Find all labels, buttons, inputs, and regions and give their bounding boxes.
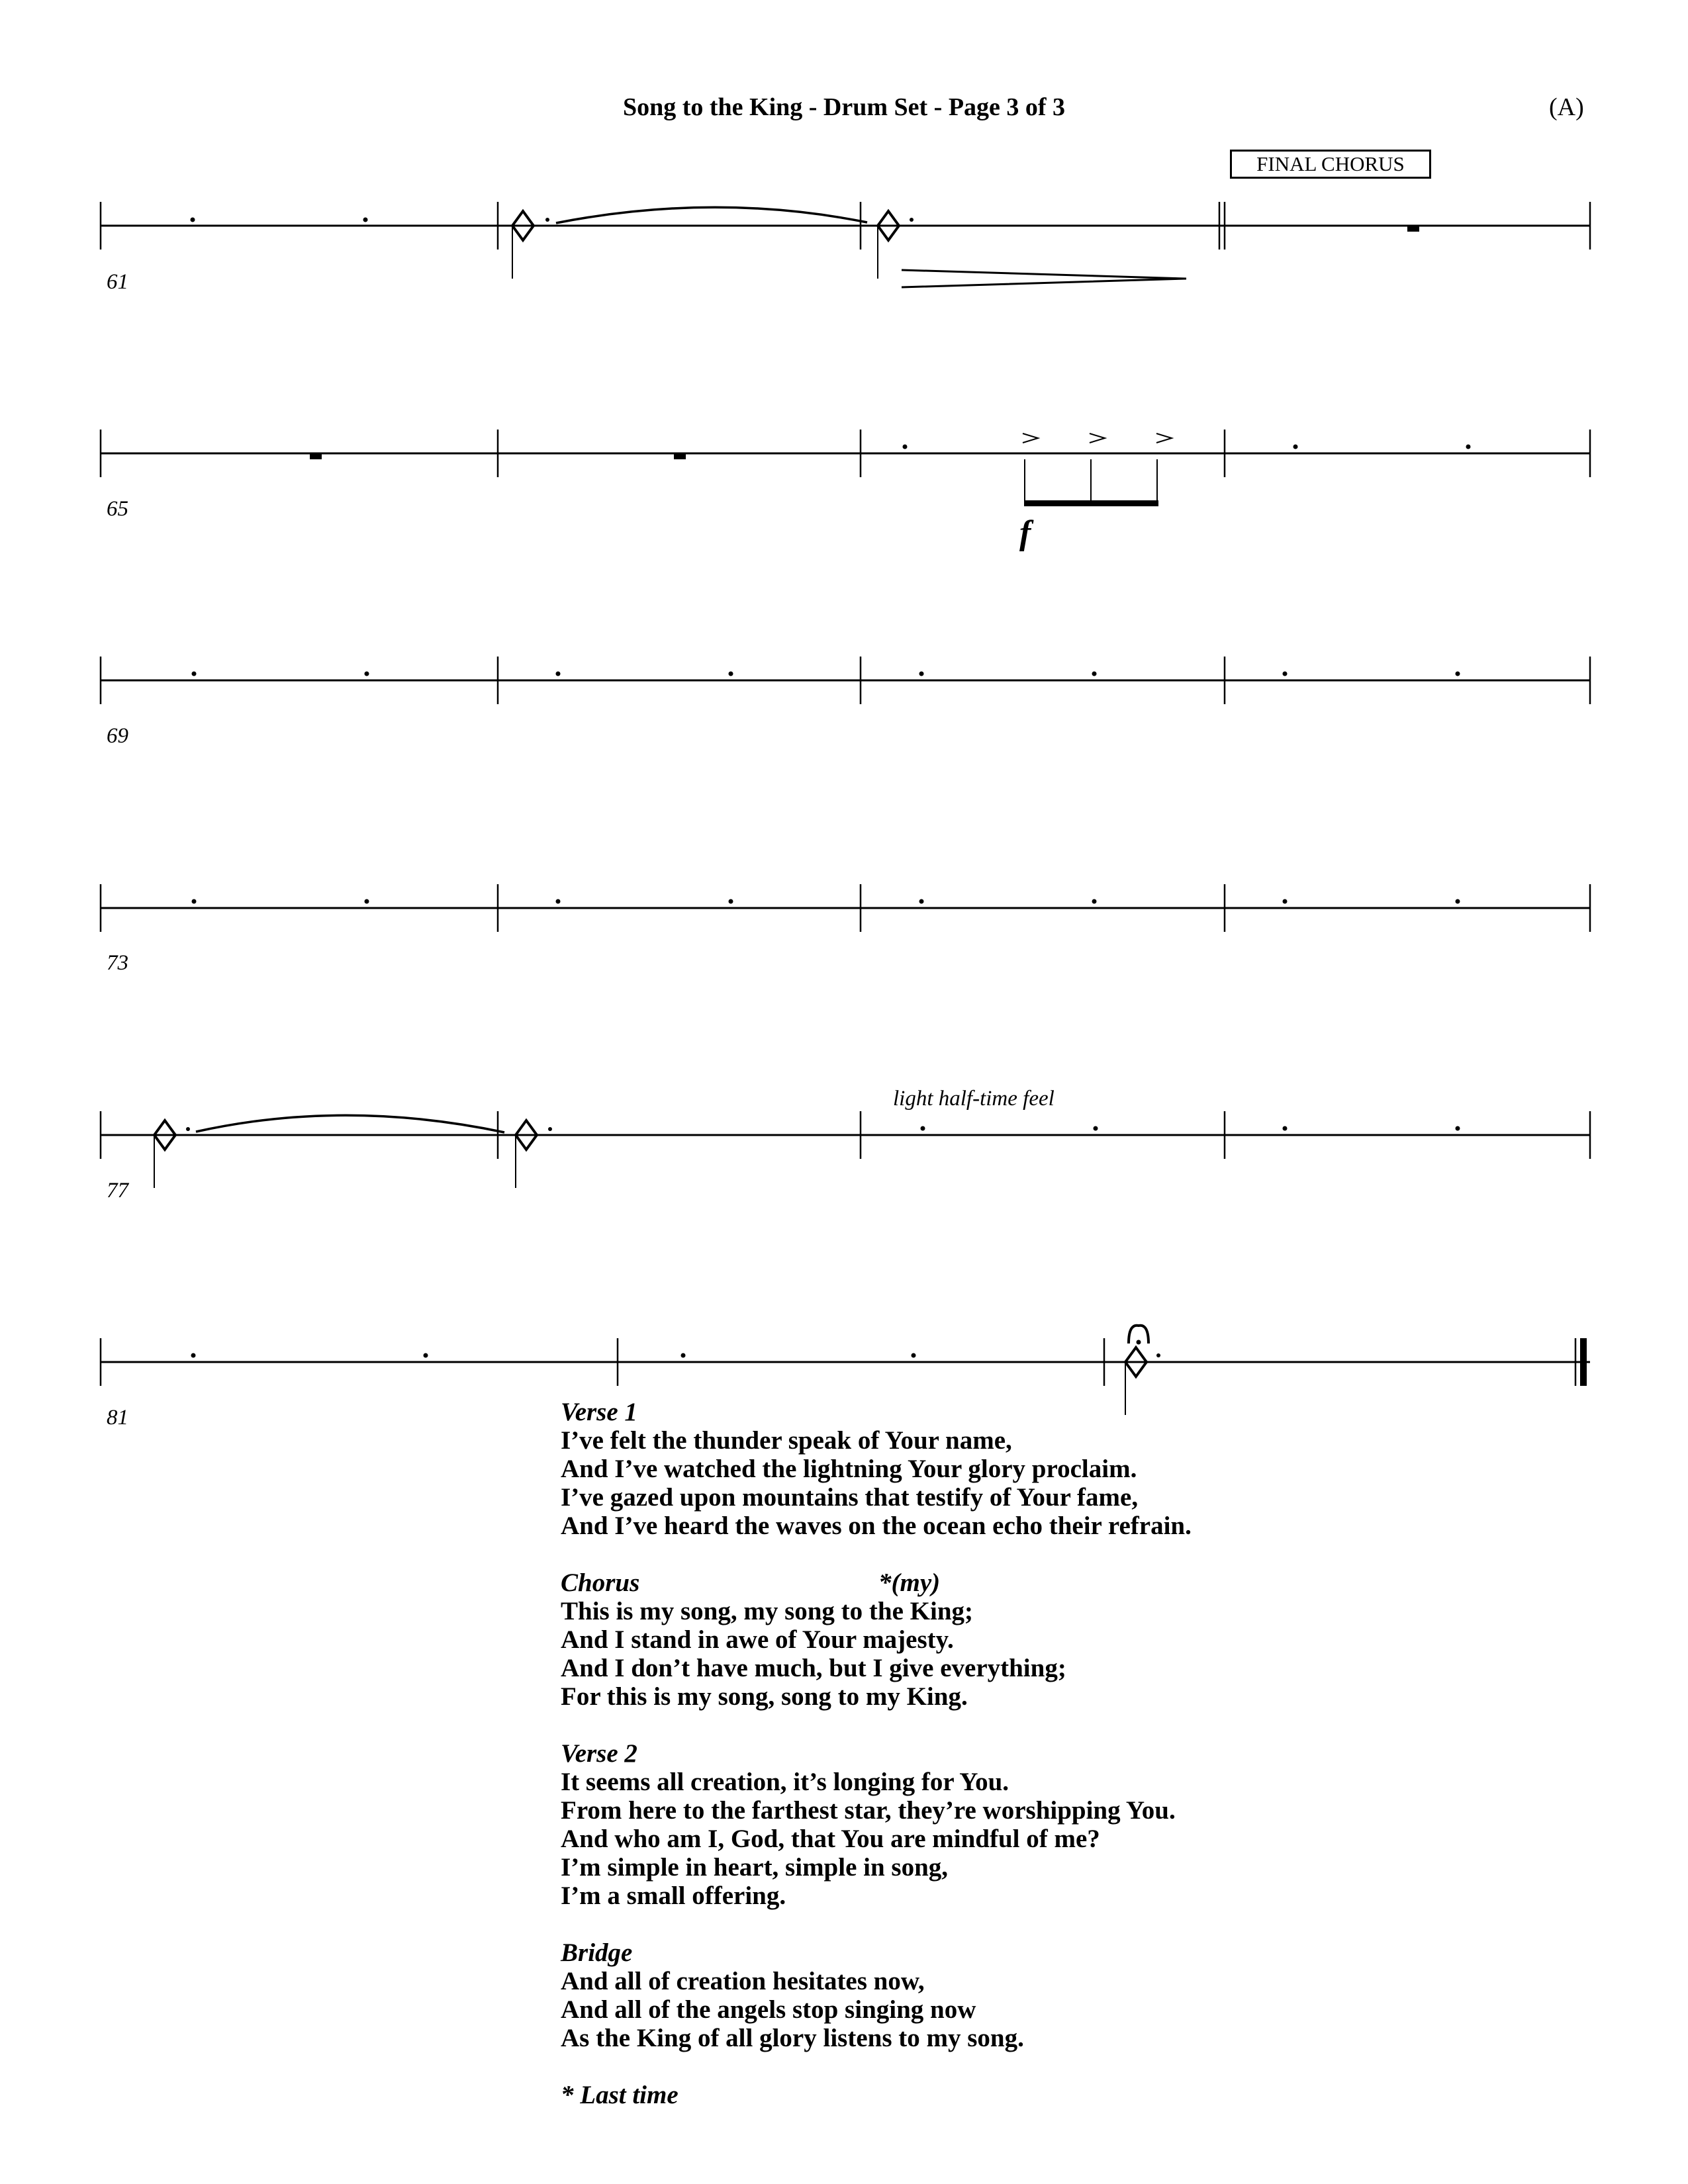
lyric-line: As the King of all glory listens to my song. (561, 2024, 1024, 2052)
lyric-line: And I’ve watched the lightning Your glory proclaim. (561, 1455, 1137, 1483)
whole-rest-icon (674, 453, 686, 459)
lyric-line: And I don’t have much, but I give everything; (561, 1654, 1066, 1682)
tie-icon (556, 207, 867, 223)
staff-system-73 (101, 884, 1590, 932)
beam (1024, 500, 1158, 506)
section-heading: Verse 1 (561, 1398, 637, 1426)
rehearsal-mark-final-chorus: FINAL CHORUS (1230, 150, 1431, 179)
lyric-line: From here to the farthest star, they’re worshipping You. (561, 1796, 1176, 1825)
staff-system-77 (101, 1111, 1590, 1188)
accent-icon (1090, 433, 1105, 443)
lyric-line: And all of creation hesitates now, (561, 1967, 925, 1995)
lyric-line: It seems all creation, it’s longing for You. (561, 1768, 1009, 1796)
lyric-line: And I’ve heard the waves on the ocean echo their refrain. (561, 1512, 1192, 1540)
beat-dot (191, 218, 195, 222)
measure-number: 77 (107, 1179, 128, 1203)
final-barline (1580, 1338, 1587, 1386)
staff-system-65 (101, 430, 1590, 506)
lyric-line: For this is my song, song to my King. (561, 1682, 968, 1711)
lyric-line: I’ve gazed upon mountains that testify of Your fame, (561, 1483, 1139, 1512)
staff-system-61 (101, 202, 1590, 287)
measure-number: 81 (107, 1406, 128, 1430)
section-heading-row (561, 1569, 1421, 1597)
beat-dot (363, 218, 368, 222)
expression-text: light half-time feel (893, 1087, 1055, 1111)
lyrics-block (561, 1398, 1421, 2109)
dynamic-marking-forte: f (1019, 514, 1031, 552)
lyric-line: This is my song, my song to the King; (561, 1597, 974, 1625)
section-heading: Chorus (561, 1569, 640, 1597)
accent-icon (1023, 433, 1038, 443)
lyric-line: I’m simple in heart, simple in song, (561, 1853, 949, 1882)
lyrics-verse-1 (561, 1398, 1421, 1540)
lyric-line: And all of the angels stop singing now (561, 1995, 976, 2024)
staff-system-69 (101, 657, 1590, 704)
accent-icon (1156, 433, 1172, 443)
lyric-line: I’m a small offering. (561, 1882, 786, 1910)
measure-number: 73 (107, 951, 128, 975)
part-identifier: (A) (1549, 93, 1584, 121)
lyric-line: I’ve felt the thunder speak of Your name, (561, 1426, 1012, 1455)
measure-number: 65 (107, 497, 128, 521)
lyrics-bridge (561, 1938, 1421, 2052)
decrescendo-hairpin (902, 270, 1186, 287)
lyric-line: And who am I, God, that You are mindful of me? (561, 1825, 1100, 1853)
page-title: Song to the King - Drum Set - Page 3 of 3 (622, 93, 1066, 121)
whole-rest-icon (1407, 226, 1419, 232)
lyrics-verse-2 (561, 1739, 1421, 1910)
measure-number: 61 (107, 270, 128, 294)
measure-number: 69 (107, 724, 128, 748)
lyric-line: And I stand in awe of Your majesty. (561, 1625, 954, 1654)
section-heading: Verse 2 (561, 1739, 637, 1768)
lyrics-chorus (561, 1569, 1421, 1711)
whole-rest-icon (310, 453, 322, 459)
tie-icon (196, 1115, 504, 1132)
lyric-alternate-note: *(my) (878, 1569, 941, 1597)
footnote: * Last time (561, 2081, 679, 2109)
section-heading: Bridge (561, 1938, 633, 1967)
